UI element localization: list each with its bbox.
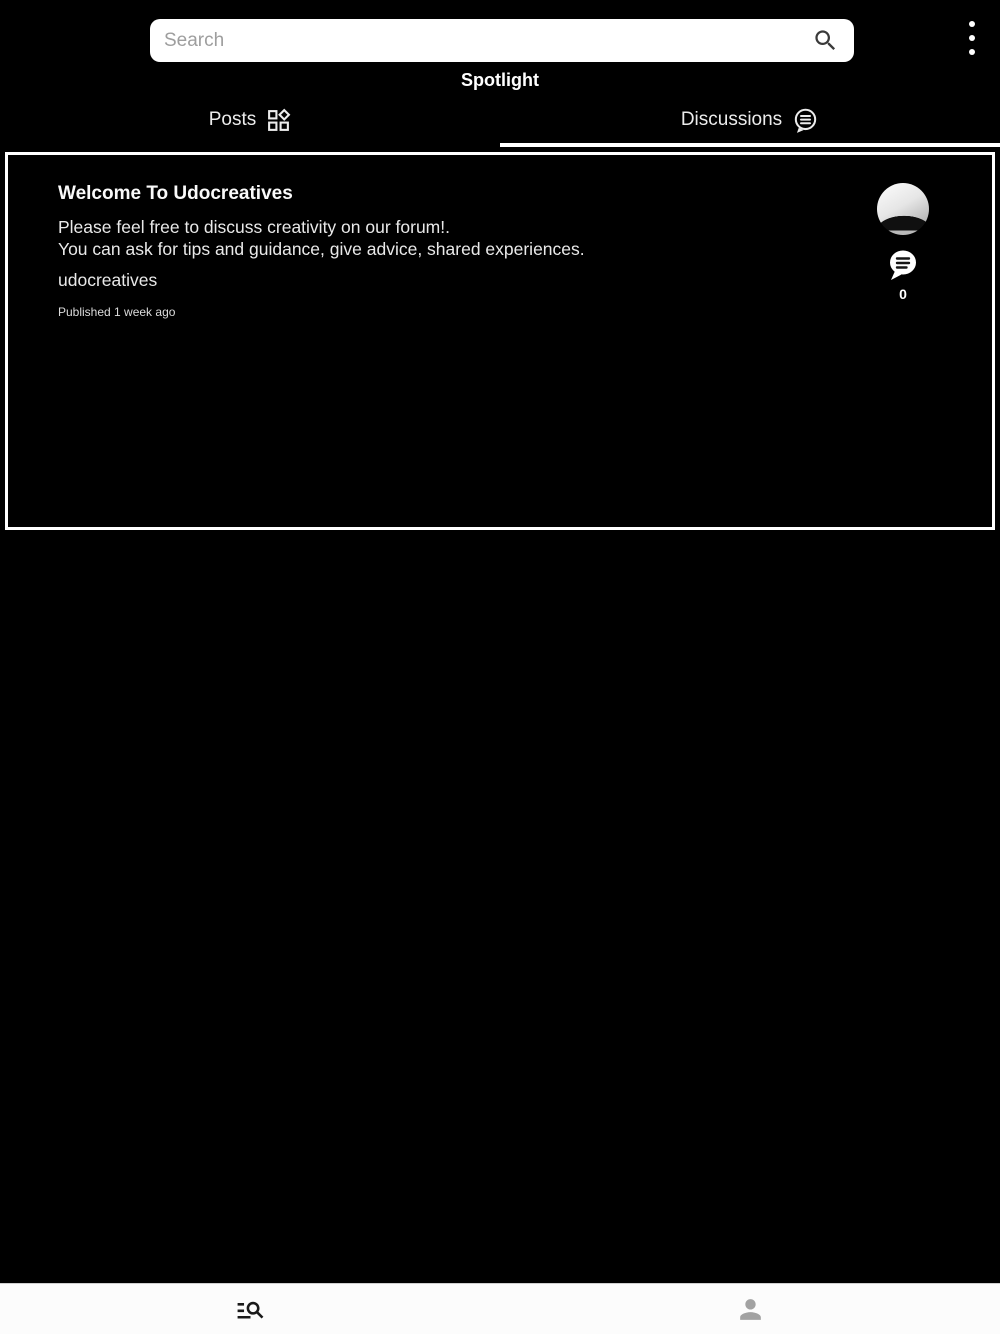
discussion-card[interactable] [5, 152, 995, 530]
kebab-dot [969, 49, 975, 55]
tab-bar [0, 97, 1000, 147]
discussion-card-content [58, 183, 842, 319]
search-input[interactable] [150, 30, 812, 52]
bottom-nav [0, 1283, 1000, 1334]
tab-discussions-label: Discussions [680, 109, 783, 130]
discussion-title: Welcome To Udocreatives [58, 183, 293, 204]
kebab-menu-icon[interactable] [961, 21, 983, 55]
dashboard-icon [266, 108, 291, 133]
search-bar[interactable] [150, 19, 854, 62]
nav-item-profile[interactable] [500, 1284, 1000, 1334]
kebab-dot [969, 21, 975, 27]
comment-count: 0 [899, 286, 907, 302]
comment-icon[interactable] [883, 248, 923, 284]
search-icon[interactable] [812, 27, 839, 54]
tab-posts[interactable] [0, 97, 500, 147]
tab-discussions[interactable] [500, 97, 1000, 147]
selected-tab-indicator [500, 143, 1000, 147]
tab-posts-label: Posts [208, 109, 257, 130]
kebab-dot [969, 35, 975, 41]
chat-bubble-outline-icon [792, 107, 819, 134]
discussion-author: udocreatives [58, 270, 158, 290]
discussion-body-line: Please feel free to discuss creativity on our forum!. [58, 217, 450, 237]
page-title: Spotlight [461, 70, 539, 90]
discussion-published: Published 1 week ago [58, 305, 176, 319]
person-icon [735, 1294, 766, 1325]
nav-item-browse[interactable] [0, 1284, 500, 1334]
discussion-body [58, 217, 842, 260]
discussion-card-side [877, 183, 929, 302]
discussion-body-line: You can ask for tips and guidance, give advice, shared experiences. [58, 238, 585, 259]
avatar[interactable] [877, 183, 929, 235]
manage-search-icon [235, 1294, 266, 1325]
